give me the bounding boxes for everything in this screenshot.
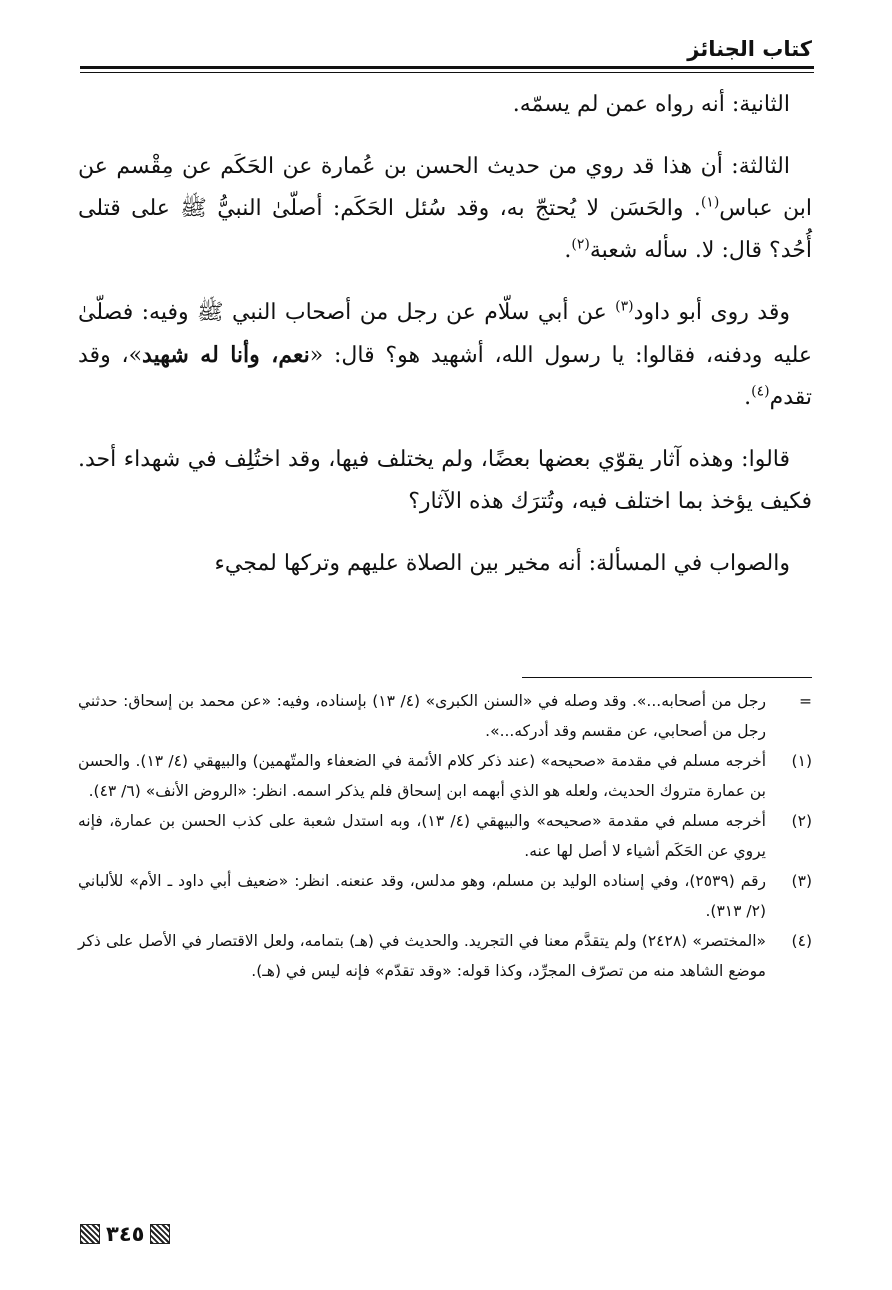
paragraph-3-part-b: عن أبي سلّام عن رجل من أصحاب النبي ﷺ وفيه: فصلّىٰ عليه ودفنه، فقالوا: يا رسول الله، أشهيد هو؟ قال: « — [78, 300, 813, 368]
ornament-icon — [150, 1224, 170, 1244]
footnote-mark: (٤) — [791, 932, 812, 950]
paragraph-1: الثانية: أنه رواه عمن لم يسمّه. — [512, 92, 790, 117]
footnote-text: «المختصر» (٢٤٢٨) ولم يتقدَّم معنا في التجريد. والحديث في (هـ) بتمامه، ولعل الاقتصار في الأصل على ذكر موضع الشاهد منه من تصرّف المجرِّد، وكذا قوله: «وقد تقدّم» فإنه ليس في (هـ). — [78, 932, 766, 980]
footnote-text: رجل من أصحابه...». وقد وصله في «السنن الكبرى» (٤/ ١٣) بإسناده، وفيه: «عن محمد بن إسحاق: حدثني رجل من أصحابي، عن مقسم وقد أدركه...». — [78, 692, 766, 740]
footnote-mark: (٢) — [791, 812, 812, 830]
hadith-quote-bold: نعم، وأنا له شهيد — [142, 342, 310, 368]
paragraph-3-part-d: . — [744, 385, 752, 410]
main-text — [78, 84, 812, 585]
footnote-2 — [78, 806, 812, 866]
paragraph-2 — [78, 146, 812, 272]
footnotes — [78, 686, 812, 986]
page-number-block — [80, 1222, 170, 1246]
paragraph-3-part-a: وقد روى أبو داود — [633, 300, 790, 325]
ornament-icon — [80, 1224, 100, 1244]
page-number: ٣٤٥ — [106, 1222, 145, 1246]
footnote-ref-3[interactable]: (٣) — [615, 298, 634, 315]
footnote-text: أخرجه مسلم في مقدمة «صحيحه» والبيهقي (٤/ ١٣)، وبه استدل شعبة على كذب الحسن بن عمارة، فإنه يروي عن الحَكَم أشياء لا أصل لها عنه. — [78, 812, 766, 860]
paragraph-2-part-c: . — [564, 238, 572, 263]
footnote-1 — [78, 746, 812, 806]
paragraph-2-part-a: الثالثة: أن هذا قد روي من حديث الحسن بن عُمارة عن الحَكَم عن مِقْسم عن ابن عباس — [78, 154, 812, 221]
footnote-ref-4[interactable]: (٤) — [751, 383, 770, 400]
paragraph-3 — [78, 292, 812, 419]
footnote-text: رقم (٢٥٣٩)، وفي إسناده الوليد بن مسلم، وهو مدلس، وقد عنعنه. انظر: «ضعيف أبي داود ـ الأم» للألباني (٢/ ٣١٣). — [78, 872, 766, 920]
paragraph-4: قالوا: وهذه آثار يقوّي بعضها بعضًا، ولم يختلف فيها، وقد اختُلِف في شهداء أحد. فكيف يؤخذ بما اختلف فيه، وتُترَك هذه الآثار؟ — [78, 447, 812, 514]
paragraph-5: والصواب في المسألة: أنه مخير بين الصلاة عليهم وتركها لمجيء — [214, 551, 790, 576]
footnote-3 — [78, 866, 812, 926]
running-title: كتاب الجنائز — [687, 37, 812, 61]
footnote-mark: = — [799, 692, 812, 710]
footnote-mark: (١) — [791, 752, 812, 770]
footnote-ref-1[interactable]: (١) — [700, 194, 720, 211]
header-rule — [80, 66, 814, 73]
paragraph-2-part-b: . والحَسَن لا يُحتجّ به، وقد سُئل الحَكَم: أصلّىٰ النبيُّ ﷺ على قتلى أُحُد؟ قال: لا. سأله شعبة — [78, 196, 812, 263]
footnote-mark: (٣) — [791, 872, 812, 890]
footnote-continued — [78, 686, 812, 746]
footnote-text: أخرجه مسلم في مقدمة «صحيحه» (عند ذكر كلام الأئمة في الضعفاء والمتّهمين) والبيهقي (٤/ ١٣). والحسن بن عمارة متروك الحديث، ولعله هو الذي أبهمه ابن إسحاق فلم يذكر اسمه. انظر: «الروض الأنف» (٦/ ٤٣). — [78, 752, 766, 800]
footnote-separator — [522, 677, 812, 678]
footnote-ref-2[interactable]: (٢) — [571, 236, 590, 253]
footnote-4 — [78, 926, 812, 986]
paragraph-3-part-c: »، وقد تقدم — [78, 343, 812, 410]
